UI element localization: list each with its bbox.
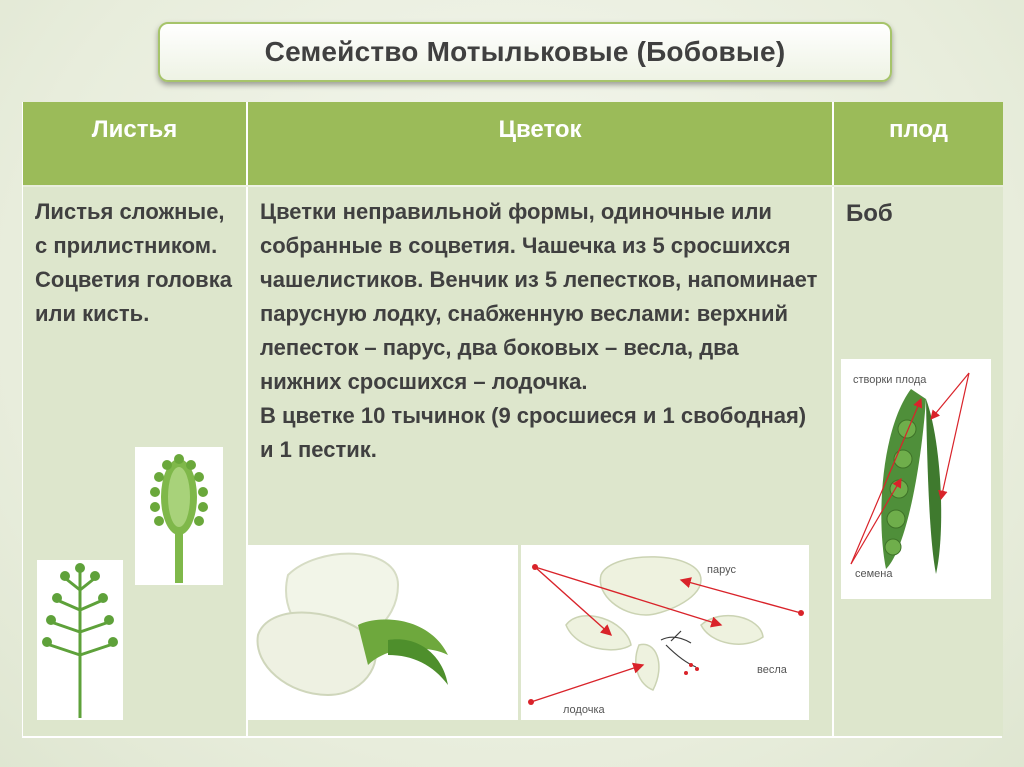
- header-leaves-label: Листья: [91, 116, 178, 143]
- label-seeds: семена: [855, 568, 893, 580]
- leaves-text: Листья сложные, с прилистником. Соцветия головка или кисть.: [35, 199, 232, 326]
- label-pod-valves: створки плода: [853, 374, 927, 386]
- pea-pod-image: [841, 359, 991, 599]
- pea-pod-drawing: [841, 359, 991, 599]
- label-sail: парус: [707, 564, 736, 576]
- label-oars: весла: [757, 664, 787, 676]
- head-inflorescence-image: [135, 447, 223, 585]
- head-inflorescence-drawing: [135, 447, 223, 585]
- raceme-image: [37, 560, 123, 720]
- flower-parts-diagram: [521, 545, 809, 720]
- header-fruit-label: плод: [888, 116, 948, 143]
- raceme-drawing: [37, 560, 123, 720]
- title-box: [158, 22, 892, 82]
- fruit-text: Боб: [846, 200, 893, 227]
- page-title: Семейство Мотыльковые (Бобовые): [264, 36, 786, 67]
- header-flower: [248, 102, 834, 185]
- flower-text-p1: Цветки неправильной формы, одиночные или собранные в соцветия. Чашечка из 5 сросшихся чашелистиков. Венчик из 5 лепестков, напоминает парусную лодку, снабженную веслами: верхний лепесток – парус, два боковых – весла, два нижних сросшихся – лодочка.: [260, 199, 818, 394]
- pea-flower-image: [248, 545, 518, 720]
- header-fruit: [834, 102, 1003, 185]
- table-bottom-border: [22, 736, 1002, 738]
- flower-text: [260, 195, 825, 467]
- pea-flower-drawing: [248, 545, 518, 720]
- header-leaves: [23, 102, 248, 185]
- label-boat: лодочка: [563, 704, 605, 716]
- header-flower-label: Цветок: [498, 116, 582, 143]
- flower-text-p2: В цветке 10 тычинок (9 сросшиеся и 1 свободная) и 1 пестик.: [260, 403, 807, 462]
- flower-parts-drawing: [521, 545, 809, 720]
